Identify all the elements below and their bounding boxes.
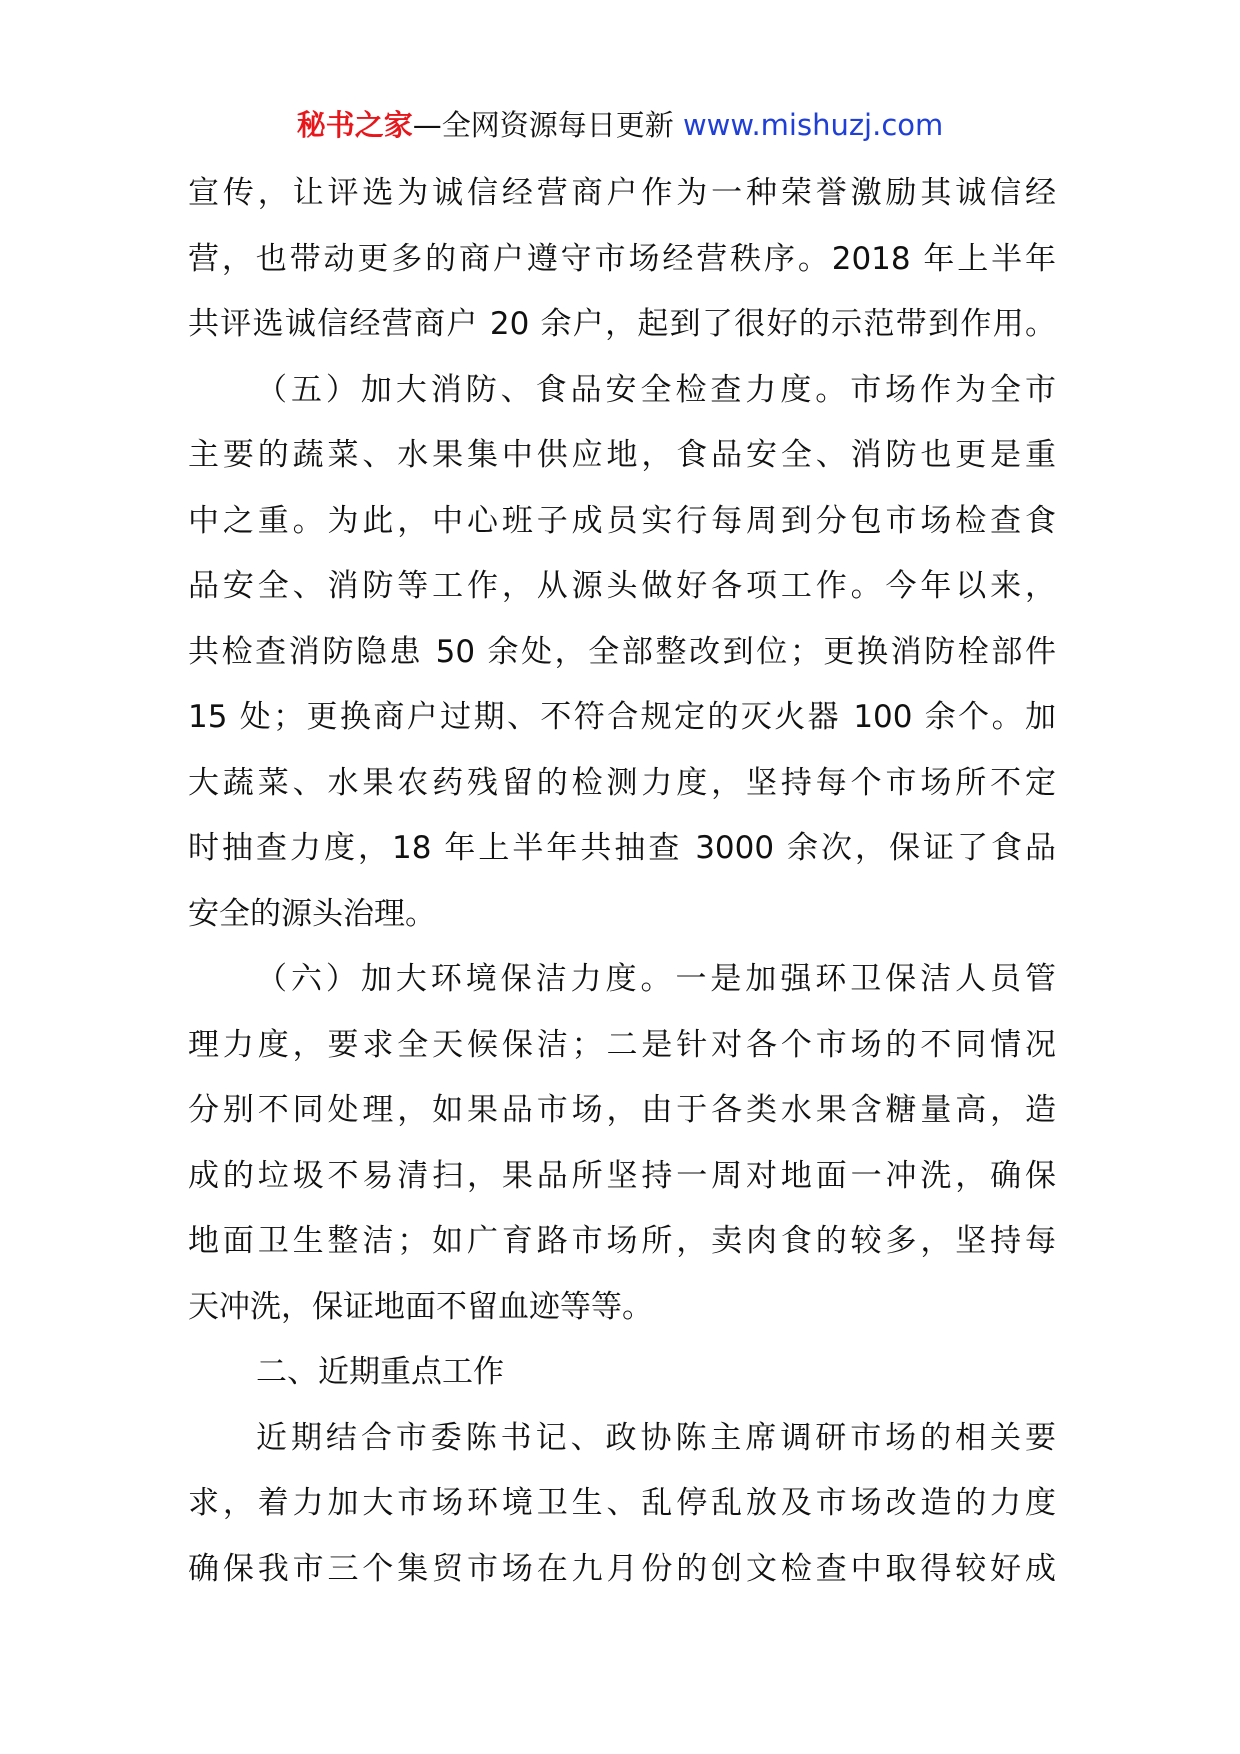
body-line: 确保我市三个集贸市场在九月份的创文检查中取得较好成 <box>188 1550 1056 1587</box>
body-line: 大蔬菜、水果农药残留的检测力度，坚持每个市场所不定 <box>188 764 1056 801</box>
body-line: 中之重。为此，中心班子成员实行每周到分包市场检查食 <box>188 502 1056 539</box>
page-header <box>0 100 1240 150</box>
body-line: 安全的源头治理。 <box>188 895 436 932</box>
section-heading-line: （五）加大消防、食品安全检查力度。市场作为全市 <box>256 371 1056 408</box>
body-line: 共评选诚信经营商户 20 余户，起到了很好的示范带到作用。 <box>188 306 1056 342</box>
body-line: 天冲洗，保证地面不留血迹等等。 <box>188 1288 653 1325</box>
body-line: 近期结合市委陈书记、政协陈主席调研市场的相关要 <box>256 1419 1056 1456</box>
body-line: 宣传，让评选为诚信经营商户作为一种荣誉激励其诚信经 <box>188 175 1056 211</box>
body-line: 理力度，要求全天候保洁；二是针对各个市场的不同情况 <box>188 1026 1056 1063</box>
body-line: 求，着力加大市场环境卫生、乱停乱放及市场改造的力度 <box>188 1485 1056 1521</box>
body-line: 成的垃圾不易清扫，果品所坚持一周对地面一冲洗，确保 <box>188 1157 1056 1194</box>
header-tagline: —全网资源每日更新 <box>412 108 683 142</box>
body-line: 15 处；更换商户过期、不符合规定的灭火器 100 余个。加 <box>188 699 1056 735</box>
body-line: 主要的蔬菜、水果集中供应地，食品安全、消防也更是重 <box>188 437 1056 473</box>
header-brand: 秘书之家 <box>296 108 413 142</box>
document-body <box>188 161 1056 1602</box>
section-heading-line: （六）加大环境保洁力度。一是加强环卫保洁人员管 <box>256 961 1056 997</box>
body-line: 品安全、消防等工作，从源头做好各项工作。今年以来， <box>188 568 1056 604</box>
body-line: 地面卫生整洁；如广育路市场所，卖肉食的较多，坚持每 <box>188 1223 1056 1259</box>
body-line: 分别不同处理，如果品市场，由于各类水果含糖量高，造 <box>188 1092 1056 1128</box>
header-url-link[interactable]: www.mishuzj.com <box>682 108 944 142</box>
body-line: 营，也带动更多的商户遵守市场经营秩序。2018 年上半年 <box>188 240 1056 277</box>
body-line: 共检查消防隐患 50 余处，全部整改到位；更换消防栓部件 <box>188 633 1056 670</box>
body-line: 时抽查力度，18 年上半年共抽查 3000 余次，保证了食品 <box>188 830 1056 866</box>
section-title: 二、近期重点工作 <box>256 1354 504 1390</box>
